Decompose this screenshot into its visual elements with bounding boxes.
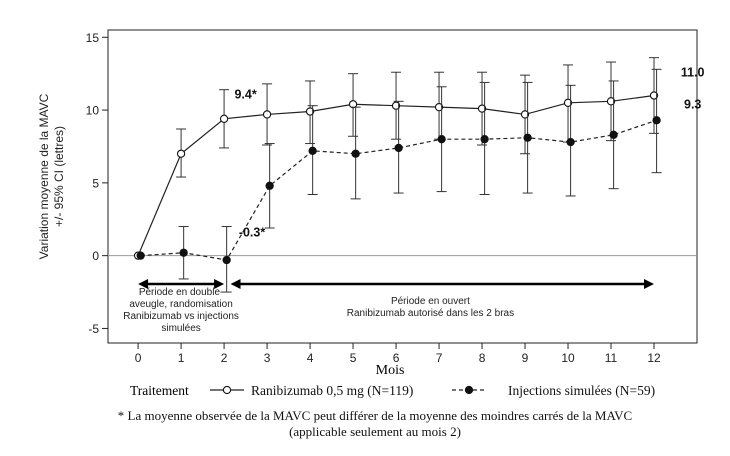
data-label: 9.3 <box>684 97 702 112</box>
data-label: 11.0 <box>680 65 705 80</box>
data-point <box>481 136 488 143</box>
data-point <box>177 150 184 157</box>
data-point <box>223 256 230 263</box>
legend-swatch-marker <box>223 386 230 393</box>
data-point <box>395 144 402 151</box>
legend-title: Traitement <box>130 383 189 398</box>
y-tick-label: 15 <box>85 30 99 45</box>
y-tick-label: -5 <box>88 321 99 336</box>
data-point <box>610 131 617 138</box>
legend-label: Injections simulées (N=59) <box>508 383 656 398</box>
y-tick-label: 5 <box>92 176 99 191</box>
x-tick-label: 5 <box>349 351 357 365</box>
data-point <box>653 117 660 124</box>
y-axis-label-line: Variation moyenne de la MAVC <box>37 93 51 260</box>
x-tick-label: 6 <box>392 351 400 365</box>
data-point <box>220 115 227 122</box>
x-tick-label: 9 <box>521 351 529 365</box>
x-tick-label: 1 <box>177 351 185 365</box>
data-point <box>266 182 273 189</box>
footnote-line: * La moyenne observée de la MAVC peut différer de la moyenne des moindres carrés de la MAVC <box>117 408 633 423</box>
x-tick-label: 2 <box>220 351 228 365</box>
data-point <box>263 111 270 118</box>
y-tick-label: 10 <box>85 103 99 118</box>
data-point <box>309 147 316 154</box>
x-tick-label: 11 <box>604 351 618 365</box>
x-tick-label: 0 <box>134 351 142 365</box>
data-label: 9.4* <box>234 87 257 102</box>
period-label: aveugle, randomisation <box>129 299 233 311</box>
data-point <box>137 252 144 259</box>
data-point <box>567 138 574 145</box>
legend-label: Ranibizumab 0,5 mg (N=119) <box>251 383 414 398</box>
data-point <box>352 150 359 157</box>
data-label: -0.3* <box>238 225 266 240</box>
data-point <box>524 134 531 141</box>
period-label: Période en ouvert <box>390 296 470 308</box>
period-label: Ranibizumab autorisé dans les 2 bras <box>346 308 515 320</box>
x-tick-label: 10 <box>561 351 575 365</box>
data-point <box>180 249 187 256</box>
x-tick-label: 7 <box>435 351 443 365</box>
footnote-line: (applicable seulement au mois 2) <box>289 424 461 439</box>
x-tick-label: 12 <box>647 351 661 365</box>
x-axis-label: Mois <box>375 363 405 378</box>
x-tick-label: 8 <box>478 351 486 365</box>
period-label: Ranibizumab vs injections <box>123 311 239 323</box>
period-label: simulées <box>161 323 201 335</box>
legend-swatch-marker <box>465 386 472 393</box>
x-tick-label: 4 <box>306 351 314 365</box>
period-label: Période en double- <box>138 287 224 299</box>
x-tick-label: 3 <box>263 351 271 365</box>
data-point <box>438 136 445 143</box>
y-axis-label-line: +/- 95% CI (lettres) <box>52 125 66 228</box>
y-tick-label: 0 <box>92 249 99 264</box>
